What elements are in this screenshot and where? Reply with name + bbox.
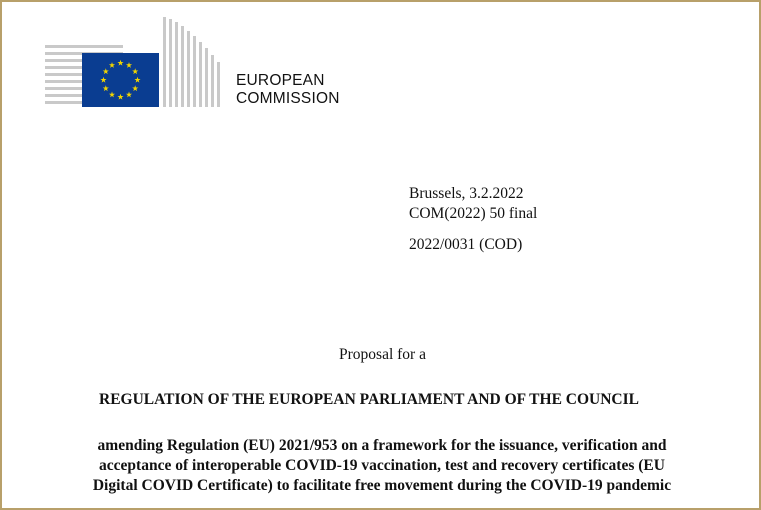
organization-line-2: COMMISSION [236, 90, 340, 107]
organization-name [236, 72, 340, 108]
subject-line: acceptance of interoperable COVID-19 vaccination, test and recovery certificates (EU [99, 457, 665, 474]
regulation-title: REGULATION OF THE EUROPEAN PARLIAMENT AND OF THE COUNCIL [99, 391, 639, 408]
proposal-label: Proposal for a [339, 346, 426, 363]
place-date: Brussels, 3.2.2022 [409, 185, 524, 202]
regulation-subject [32, 436, 732, 496]
european-commission-logo-icon [45, 17, 235, 109]
subject-line: Digital COVID Certificate) to facilitate free movement during the COVID-19 pandemic [92, 477, 672, 494]
document-reference-block [409, 184, 537, 255]
organization-line-1: EUROPEAN [236, 72, 325, 89]
procedure-number: 2022/0031 (COD) [409, 236, 523, 253]
subject-line: amending Regulation (EU) 2021/953 on a framework for the issuance, verification and [97, 437, 667, 454]
com-reference: COM(2022) 50 final [409, 205, 538, 222]
eu-flag-berlaymont-logo-icon [45, 17, 235, 109]
